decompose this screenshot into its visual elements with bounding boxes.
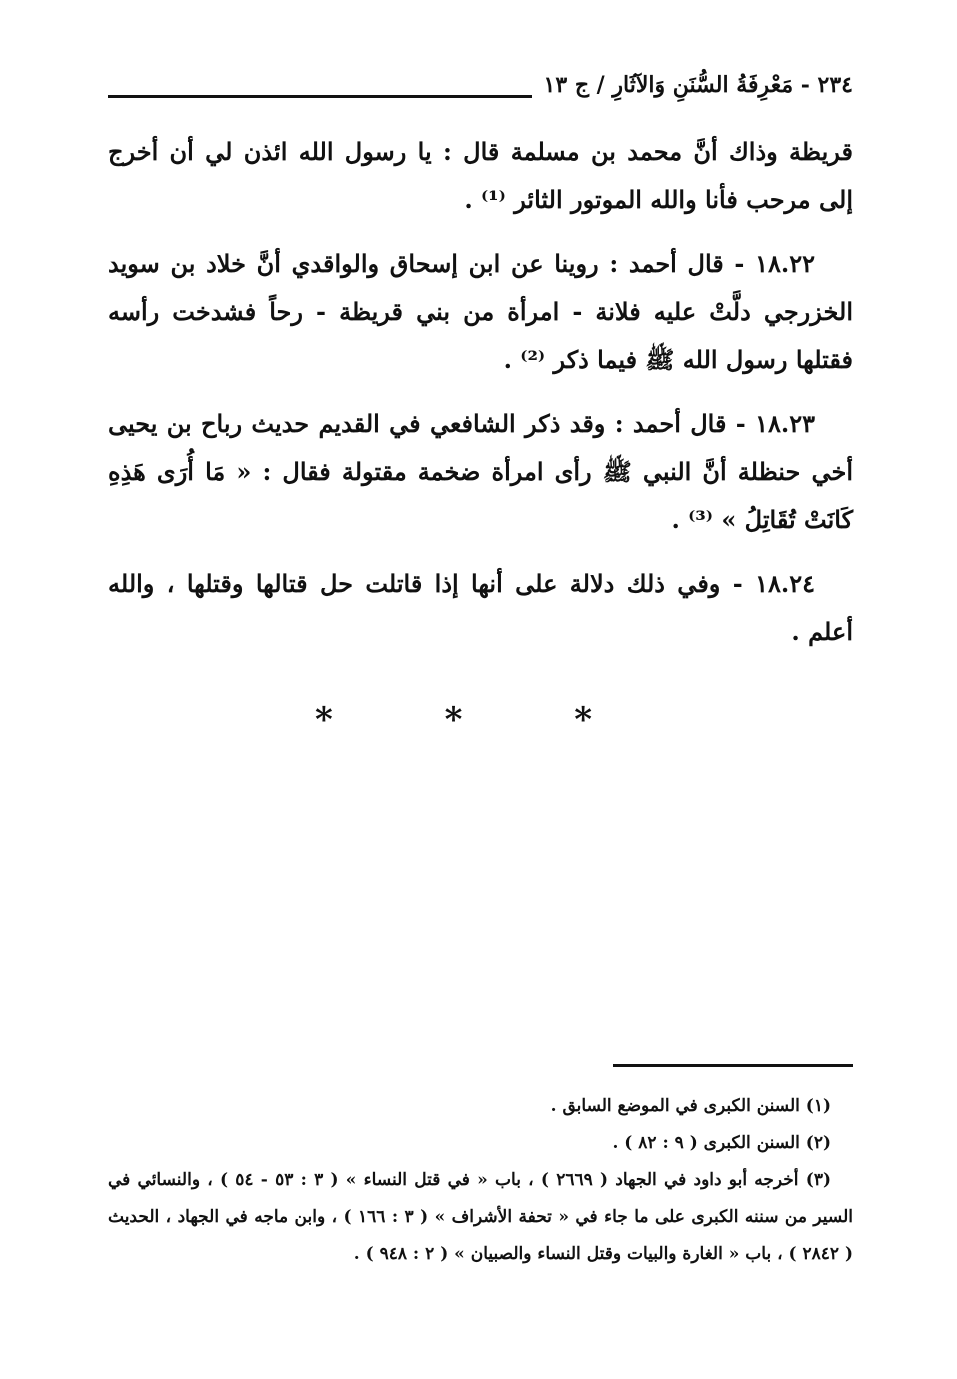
paragraph-18-24: ١٨.٢٤ - وفي ذلك دلالة على أنها إذا قاتلت حل قتالها وقتلها ، والله أعلم . xyxy=(108,569,853,646)
page-header xyxy=(108,68,853,108)
footnote-2: (٢) السنن الكبرى ( ٩ : ٨٢ ) . xyxy=(612,1133,831,1153)
running-head: ٢٣٤ - مَعْرِفَةُ السُّنَنِ وَالآثَارِ / ج ١٣ xyxy=(532,72,853,98)
section-separator: * * * xyxy=(314,700,642,740)
main-text xyxy=(108,128,853,672)
paragraph-18-23: ١٨.٢٣ - قال أحمد : وقد ذكر الشافعي في القديم حديث رباح بن يحيى أخي حنظلة أنَّ النبي ﷺ رأى امرأة ضخمة مقتولة فقال : « مَا أُرَى هَذِهِ كَانَتْ تُقَاتِلُ » ⁽³⁾ . xyxy=(108,409,853,534)
paragraph-18-22: ١٨.٢٢ - قال أحمد : روينا عن ابن إسحاق والواقدي أنَّ خلاد بن سويد الخزرجي دلَّتْ عليه فلانة - امرأة من بني قريظة - رحاً فشدخت رأسه فقتلها رسول الله ﷺ فيما ذكر ⁽²⁾ . xyxy=(108,249,853,374)
footnotes xyxy=(108,1088,853,1273)
footnote-3: (٣) أخرجه أبو داود في الجهاد ( ٢٦٦٩ ) ، باب « في قتل النساء » ( ٣ : ٥٣ - ٥٤ ) ، والنسائي في السير من سننه الكبرى على ما جاء في « تحفة الأشراف » ( ٣ : ١٦٦ ) ، وابن ماجه في الجهاد ، الحديث ( ٢٨٤٢ ) ، باب « الغارة والبيات وقتل النساء والصبيان » ( ٢ : ٩٤٨ ) . xyxy=(108,1170,853,1264)
header-rule xyxy=(108,95,583,98)
footnote-1: (١) السنن الكبرى في الموضع السابق . xyxy=(550,1096,831,1116)
footnote-rule xyxy=(613,1064,853,1067)
paragraph-continuation: قريظة وذاك أنَّ محمد بن مسلمة قال : يا رسول الله ائذن لي أن أخرج إلى مرحب فأنا والله الموتور الثائر ⁽¹⁾ . xyxy=(108,137,853,214)
